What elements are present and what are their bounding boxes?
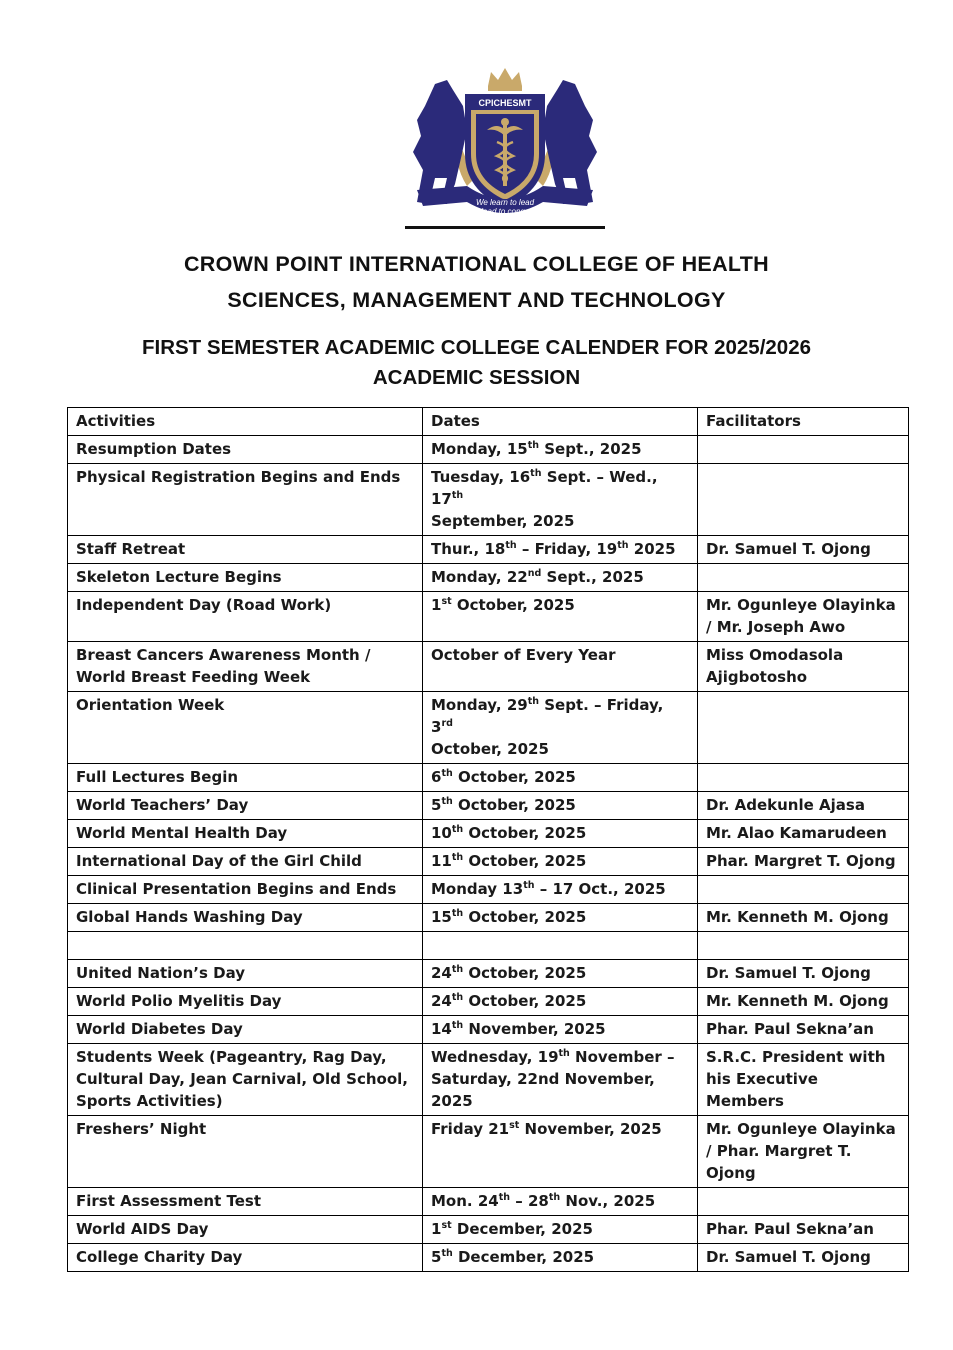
date-cell (423, 642, 698, 692)
facilitator-cell (698, 820, 909, 848)
activity-text: Skeleton Lecture Begins (76, 568, 282, 586)
activity-cell (68, 932, 423, 960)
facilitator-cell (698, 536, 909, 564)
facilitator-text: Phar. Margret T. Ojong (706, 852, 896, 870)
college-crest (405, 66, 605, 232)
date-text: November – (569, 1048, 675, 1066)
table-row (68, 960, 909, 988)
facilitator-cell (698, 988, 909, 1016)
activity-cell (68, 848, 423, 876)
table-header-row (68, 408, 909, 436)
table-row (68, 536, 909, 564)
academic-calendar-table (67, 407, 909, 1272)
logo-underline (405, 226, 605, 229)
facilitator-text: Mr. Ogunleye Olayinka (706, 596, 896, 614)
date-text: Monday, 22 (431, 568, 528, 586)
activity-cell (68, 904, 423, 932)
date-text: 24 (431, 992, 452, 1010)
date-ordinal-suffix: th (451, 824, 464, 835)
activity-cell (68, 1116, 423, 1188)
date-cell (423, 1016, 698, 1044)
date-text: 2025 (628, 540, 676, 558)
date-text: 15 (431, 908, 452, 926)
date-ordinal-suffix: rd (441, 718, 453, 729)
table-row (68, 1216, 909, 1244)
date-cell (423, 1216, 698, 1244)
activity-text: United Nation’s Day (76, 964, 246, 982)
date-ordinal-suffix: th (527, 440, 540, 451)
table-row (68, 932, 909, 960)
facilitator-text: Dr. Adekunle Ajasa (706, 796, 865, 814)
column-header-activities: Activities (68, 408, 423, 436)
table-row (68, 764, 909, 792)
date-text: Thur., 18 (431, 540, 506, 558)
activity-cell (68, 642, 423, 692)
date-ordinal-suffix: th (441, 768, 453, 779)
activity-text: Resumption Dates (76, 440, 232, 458)
crown-icon (488, 68, 522, 91)
date-cell (423, 876, 698, 904)
facilitator-text: Miss Omodasola (706, 646, 844, 664)
activity-cell (68, 564, 423, 592)
date-text: September, 2025 (431, 512, 575, 530)
college-name-line1: CROWN POINT INTERNATIONAL COLLEGE OF HEALTH (183, 252, 769, 276)
horse-left (413, 80, 467, 204)
college-logo (405, 66, 605, 232)
activity-text: Independent Day (Road Work) (76, 596, 332, 614)
facilitator-text: Ajigbotosho (706, 668, 808, 686)
activity-text: World Teachers’ Day (76, 796, 249, 814)
column-header-dates: Dates (423, 408, 698, 436)
date-text: Tuesday, 16 (431, 468, 531, 486)
table-row (68, 642, 909, 692)
facilitator-cell (698, 642, 909, 692)
date-text: Sept., 2025 (539, 440, 642, 458)
activity-text: Students Week (Pageantry, Rag Day, (76, 1048, 387, 1066)
date-cell (423, 764, 698, 792)
activity-text: World AIDS Day (76, 1220, 209, 1238)
horse-right (543, 80, 597, 204)
date-ordinal-suffix: st (441, 596, 452, 607)
facilitator-text: Mr. Kenneth M. Ojong (706, 992, 889, 1010)
table-row (68, 820, 909, 848)
activity-cell (68, 988, 423, 1016)
date-text: October of Every Year (431, 646, 616, 664)
date-text: – 28 (510, 1192, 549, 1210)
date-text: 24 (431, 964, 452, 982)
date-text: November, 2025 (519, 1120, 662, 1138)
date-ordinal-suffix: th (451, 964, 464, 975)
activity-text: World Breast Feeding Week (76, 668, 311, 686)
facilitator-cell (698, 764, 909, 792)
date-text: Wednesday, 19 (431, 1048, 559, 1066)
date-text: 6 (431, 768, 442, 786)
activity-text: College Charity Day (76, 1248, 243, 1266)
activity-cell (68, 960, 423, 988)
date-text: December, 2025 (452, 1248, 595, 1266)
date-cell (423, 436, 698, 464)
table-row (68, 1244, 909, 1272)
activity-text: International Day of the Girl Child (76, 852, 362, 870)
date-cell (423, 932, 698, 960)
facilitator-text: / Phar. Margret T. Ojong (706, 1142, 852, 1182)
facilitator-cell (698, 564, 909, 592)
date-cell (423, 792, 698, 820)
date-cell (423, 988, 698, 1016)
date-text: – Friday, 19 (516, 540, 618, 558)
column-header-facilitators: Facilitators (698, 408, 909, 436)
facilitator-text: Mr. Alao Kamarudeen (706, 824, 887, 842)
table-row (68, 564, 909, 592)
facilitator-cell (698, 692, 909, 764)
date-text: 5 (431, 1248, 442, 1266)
date-text: Monday, 15 (431, 440, 528, 458)
date-cell (423, 904, 698, 932)
facilitator-cell (698, 848, 909, 876)
date-text: Mon. 24 (431, 1192, 499, 1210)
date-ordinal-suffix: th (548, 1192, 561, 1203)
table-row (68, 436, 909, 464)
logo-acronym: CPICHESMT (478, 98, 532, 108)
date-ordinal-suffix: th (617, 540, 629, 551)
facilitator-text: S.R.C. President with (706, 1048, 886, 1066)
logo-motto-line2: We lead to conquer... (467, 207, 543, 216)
table-row (68, 592, 909, 642)
activity-text: World Polio Myelitis Day (76, 992, 282, 1010)
activity-cell (68, 1188, 423, 1216)
activity-cell (68, 592, 423, 642)
activity-cell (68, 1044, 423, 1116)
date-text: Sept. – Wed., 17 (431, 468, 658, 508)
date-ordinal-suffix: th (505, 540, 517, 551)
activity-text: Sports Activities) (76, 1092, 223, 1110)
date-ordinal-suffix: th (451, 992, 464, 1003)
facilitator-text: his Executive Members (706, 1070, 818, 1110)
table-row (68, 464, 909, 536)
activity-cell (68, 1244, 423, 1272)
activity-text: Breast Cancers Awareness Month / (76, 646, 371, 664)
date-ordinal-suffix: th (451, 908, 464, 919)
date-text: Sept., 2025 (541, 568, 644, 586)
date-cell (423, 592, 698, 642)
activity-cell (68, 536, 423, 564)
facilitator-cell (698, 1016, 909, 1044)
date-text: Sept. – Friday, 3 (431, 696, 664, 736)
date-cell (423, 564, 698, 592)
date-text: 10 (431, 824, 452, 842)
activity-cell (68, 820, 423, 848)
activity-text: Staff Retreat (76, 540, 186, 558)
date-text: October, 2025 (463, 964, 587, 982)
facilitator-cell (698, 436, 909, 464)
activity-text: World Mental Health Day (76, 824, 288, 842)
facilitator-cell (698, 1216, 909, 1244)
activity-cell (68, 436, 423, 464)
date-ordinal-suffix: nd (527, 568, 542, 579)
facilitator-text: Dr. Samuel T. Ojong (706, 540, 871, 558)
activity-cell (68, 792, 423, 820)
table-row (68, 904, 909, 932)
date-text: October, 2025 (452, 768, 576, 786)
date-text: October, 2025 (463, 908, 587, 926)
table-row (68, 1188, 909, 1216)
facilitator-cell (698, 464, 909, 536)
date-text: – 17 Oct., 2025 (534, 880, 666, 898)
activity-cell (68, 464, 423, 536)
date-ordinal-suffix: th (530, 468, 542, 479)
table-row (68, 1016, 909, 1044)
date-ordinal-suffix: th (523, 880, 535, 891)
date-text: October, 2025 (451, 596, 575, 614)
activity-cell (68, 692, 423, 764)
date-ordinal-suffix: th (451, 852, 464, 863)
activity-text: Clinical Presentation Begins and Ends (76, 880, 397, 898)
date-ordinal-suffix: th (558, 1048, 570, 1059)
activity-text: Cultural Day, Jean Carnival, Old School, (76, 1070, 408, 1088)
date-text: Monday, 29 (431, 696, 528, 714)
date-ordinal-suffix: st (441, 1220, 452, 1231)
date-text: 5 (431, 796, 442, 814)
calendar-title-line1: FIRST SEMESTER ACADEMIC COLLEGE CALENDER FOR 2025/2026 (141, 336, 812, 359)
date-cell (423, 1244, 698, 1272)
activity-text: Global Hands Washing Day (76, 908, 303, 926)
table-row (68, 792, 909, 820)
date-text: 1 (431, 1220, 442, 1238)
table-row (68, 848, 909, 876)
activity-cell (68, 1216, 423, 1244)
activity-text: Freshers’ Night (76, 1120, 207, 1138)
table-row (68, 988, 909, 1016)
table-row (68, 1116, 909, 1188)
date-text: 14 (431, 1020, 452, 1038)
logo-motto-line1: We learn to lead (475, 198, 535, 207)
activity-cell (68, 876, 423, 904)
activity-cell (68, 764, 423, 792)
calendar-title-line2: ACADEMIC SESSION (372, 366, 581, 389)
date-text: Nov., 2025 (560, 1192, 656, 1210)
table-body (68, 436, 909, 1272)
date-ordinal-suffix: th (498, 1192, 511, 1203)
facilitator-cell (698, 1188, 909, 1216)
facilitator-cell (698, 792, 909, 820)
activity-text: First Assessment Test (76, 1192, 261, 1210)
table-row (68, 876, 909, 904)
date-ordinal-suffix: th (451, 1020, 464, 1031)
table-row (68, 692, 909, 764)
date-cell (423, 820, 698, 848)
activity-cell (68, 1016, 423, 1044)
facilitator-text: Phar. Paul Sekna’an (706, 1220, 874, 1238)
date-text: October, 2025 (452, 796, 576, 814)
activity-text: Orientation Week (76, 696, 225, 714)
facilitator-cell (698, 1244, 909, 1272)
facilitator-cell (698, 1044, 909, 1116)
facilitator-text: / Mr. Joseph Awo (706, 618, 846, 636)
activity-text: World Diabetes Day (76, 1020, 243, 1038)
facilitator-cell (698, 904, 909, 932)
date-cell (423, 464, 698, 536)
college-name-line2: SCIENCES, MANAGEMENT AND TECHNOLOGY (227, 288, 726, 312)
table-row (68, 1044, 909, 1116)
date-text: December, 2025 (451, 1220, 593, 1238)
date-text: 1 (431, 596, 442, 614)
facilitator-text: Mr. Ogunleye Olayinka (706, 1120, 896, 1138)
date-cell (423, 1188, 698, 1216)
date-cell (423, 848, 698, 876)
date-ordinal-suffix: th (441, 796, 453, 807)
date-ordinal-suffix: th (451, 490, 464, 501)
date-text: November, 2025 (463, 1020, 606, 1038)
date-ordinal-suffix: st (509, 1120, 520, 1131)
date-text: Monday 13 (431, 880, 524, 898)
facilitator-cell (698, 1116, 909, 1188)
date-text: October, 2025 (463, 852, 587, 870)
facilitator-text: Dr. Samuel T. Ojong (706, 964, 871, 982)
facilitator-cell (698, 876, 909, 904)
date-cell (423, 692, 698, 764)
facilitator-cell (698, 592, 909, 642)
date-text: October, 2025 (431, 740, 549, 758)
date-cell (423, 1116, 698, 1188)
date-text: October, 2025 (463, 992, 587, 1010)
date-text: October, 2025 (463, 824, 587, 842)
date-text: Friday 21 (431, 1120, 510, 1138)
date-cell (423, 960, 698, 988)
activity-text: Full Lectures Begin (76, 768, 239, 786)
date-cell (423, 1044, 698, 1116)
date-text: Saturday, 22nd November, 2025 (431, 1070, 655, 1110)
activity-text: Physical Registration Begins and Ends (76, 468, 401, 486)
date-ordinal-suffix: th (441, 1248, 453, 1259)
facilitator-text: Phar. Paul Sekna’an (706, 1020, 874, 1038)
facilitator-text: Dr. Samuel T. Ojong (706, 1248, 871, 1266)
facilitator-cell (698, 932, 909, 960)
date-ordinal-suffix: th (527, 696, 540, 707)
date-cell (423, 536, 698, 564)
date-text: 11 (431, 852, 452, 870)
facilitator-cell (698, 960, 909, 988)
facilitator-text: Mr. Kenneth M. Ojong (706, 908, 889, 926)
